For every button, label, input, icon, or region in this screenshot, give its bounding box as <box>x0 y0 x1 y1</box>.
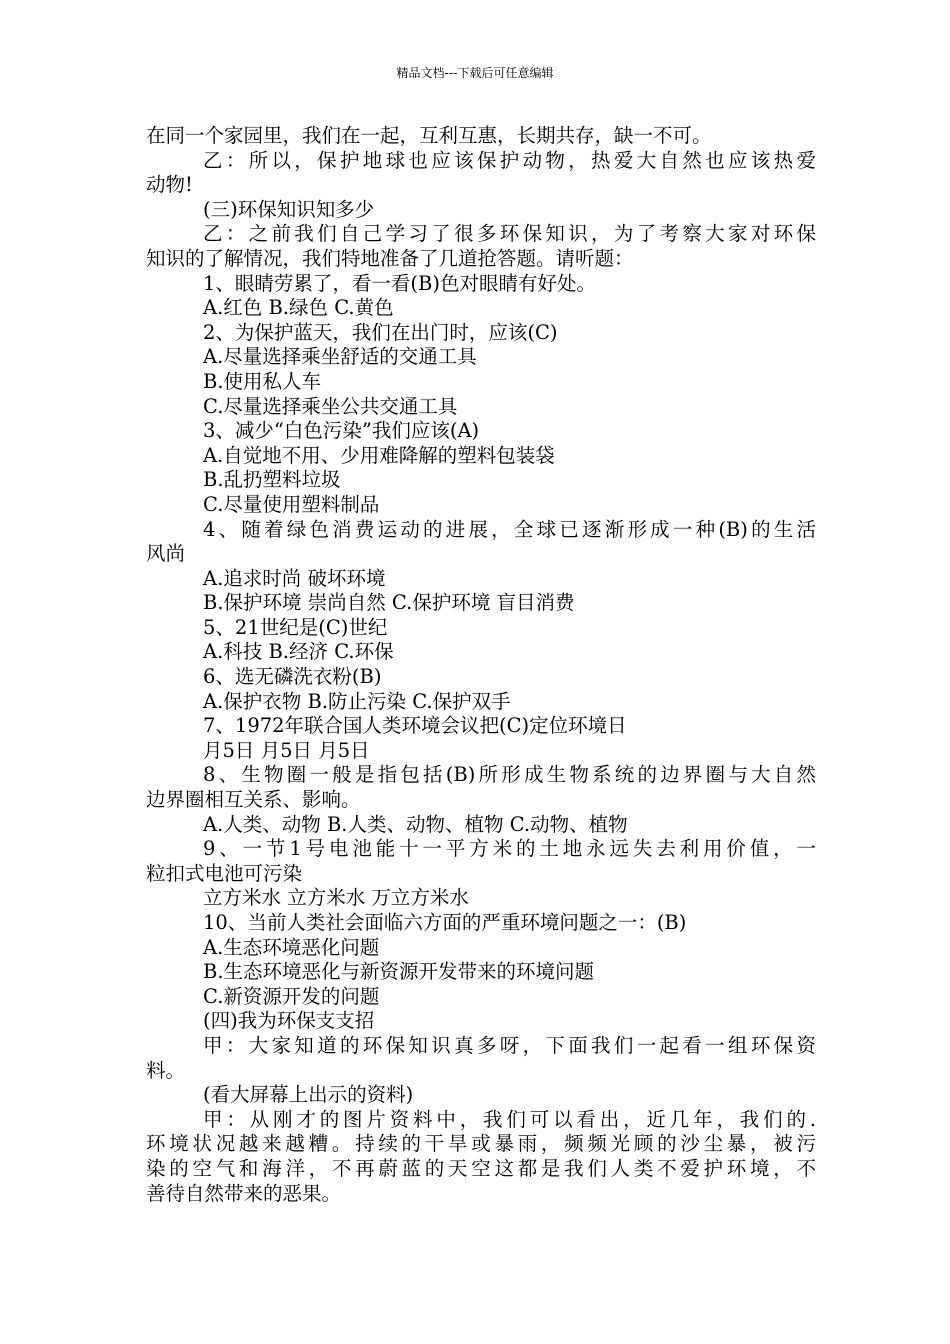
text-line: B.使用私人车 <box>203 369 322 393</box>
text-line: C.新资源开发的问题 <box>203 984 380 1008</box>
text-line: 立方米水 立方米水 万立方米水 <box>203 886 469 910</box>
text-line: 环境状况越来越糟。持续的干旱或暴雨，频频光顾的沙尘暴，被污 <box>146 1132 816 1156</box>
page-header: 精品文档---下载后可任意编辑 <box>396 66 554 80</box>
text-line: 知识的了解情况，我们特地准备了几道抢答题。请听题： <box>146 246 634 270</box>
text-line: A.人类、动物 B.人类、动物、植物 C.动物、植物 <box>203 812 628 836</box>
text-line: 3、减少“白色污染”我们应该(A) <box>203 419 480 443</box>
text-line: (三)环保知识知多少 <box>203 197 375 221</box>
text-line: 动物! <box>146 173 193 197</box>
text-line: 2、为保护蓝天，我们在出门时，应该(C) <box>203 320 558 344</box>
text-line: 风尚 <box>146 542 186 566</box>
text-line: C.尽量使用塑料制品 <box>203 492 380 516</box>
text-line: A.生态环境恶化问题 <box>203 935 380 959</box>
text-line: 6、选无磷洗衣粉(B) <box>203 665 382 689</box>
text-line: 甲：从刚才的图片资料中，我们可以看出，近几年，我们的. <box>203 1107 816 1131</box>
text-line: 7、1972年联合国人类环境会议把(C)定位环境日 <box>203 714 627 738</box>
text-line: 5、21世纪是(C)世纪 <box>203 615 388 639</box>
text-line: B.保护环境 崇尚自然 C.保护环境 盲目消费 <box>203 591 575 615</box>
text-line: 乙：所以，保护地球也应该保护动物，热爱大自然也应该热爱 <box>203 148 816 172</box>
text-line: 在同一个家园里，我们在一起，互利互惠，长期共存，缺一不可。 <box>146 124 712 147</box>
text-line: A.自觉地不用、少用难降解的塑料包装袋 <box>203 443 555 467</box>
text-line: A.红色 B.绿色 C.黄色 <box>203 296 394 320</box>
text-line: (看大屏幕上出示的资料) <box>203 1083 414 1107</box>
text-line: 料。 <box>146 1058 186 1082</box>
text-line: (四)我为环保支支招 <box>203 1009 375 1033</box>
text-line: 月5日 月5日 月5日 <box>203 738 370 762</box>
text-line: B.生态环境恶化与新资源开发带来的环境问题 <box>203 960 595 984</box>
text-line: 边界圈相互关系、影响。 <box>146 788 361 812</box>
text-line: 粒扣式电池可污染 <box>146 861 303 885</box>
text-line: 10、当前人类社会面临六方面的严重环境问题之一：(B) <box>203 911 687 934</box>
text-line: 9、一节1号电池能十一平方米的土地永远失去利用价值，一 <box>203 837 816 861</box>
text-line: 1、眼睛劳累了，看一看(B)色对眼睛有好处。 <box>203 271 596 295</box>
text-line: 善待自然带来的恶果。 <box>146 1181 342 1205</box>
text-line: A.尽量选择乘坐舒适的交通工具 <box>203 345 477 369</box>
text-line: 8、生物圈一般是指包括(B)所形成生物系统的边界圈与大自然 <box>203 763 816 787</box>
text-line: 甲：大家知道的环保知识真多呀，下面我们一起看一组环保资 <box>203 1033 816 1057</box>
text-line: 4、随着绿色消费运动的进展，全球已逐渐形成一种(B)的生活 <box>203 517 816 541</box>
text-line: A.追求时尚 破坏环境 <box>203 566 386 590</box>
text-line: A.保护衣物 B.防止污染 C.保护双手 <box>203 689 511 713</box>
document-body <box>146 124 816 1206</box>
text-line: A.科技 B.经济 C.环保 <box>203 640 394 664</box>
text-line: B.乱扔塑料垃圾 <box>203 468 341 492</box>
text-line: C.尽量选择乘坐公共交通工具 <box>203 394 458 418</box>
text-line: 染的空气和海洋，不再蔚蓝的天空这都是我们人类不爱护环境，不 <box>146 1156 816 1180</box>
text-line: 乙：之前我们自己学习了很多环保知识，为了考察大家对环保 <box>203 222 816 246</box>
